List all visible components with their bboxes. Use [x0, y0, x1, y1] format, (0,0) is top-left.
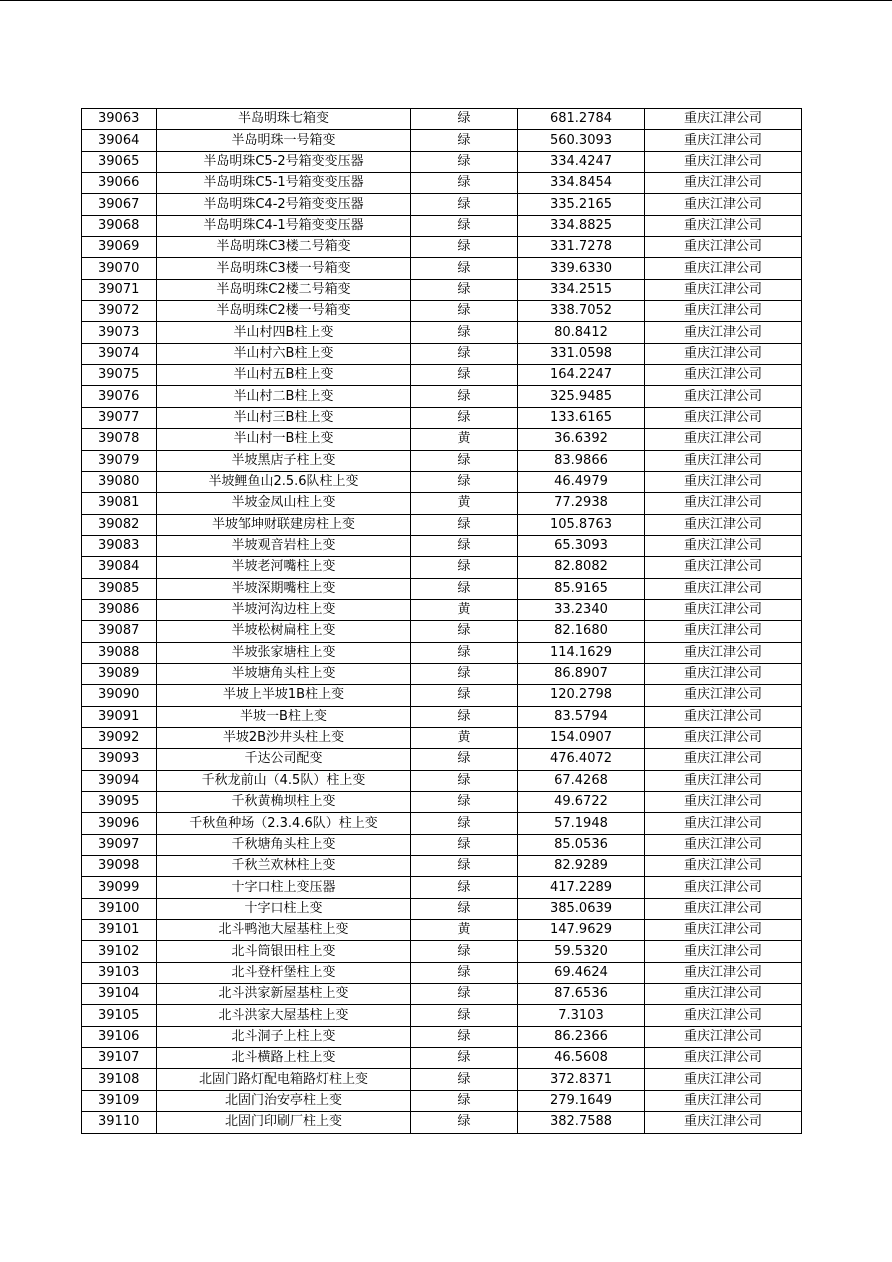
- table-row: [82, 770, 802, 791]
- cell-company: 重庆江津公司: [645, 343, 802, 364]
- cell-company: 重庆江津公司: [645, 770, 802, 791]
- cell-id: 39099: [82, 877, 157, 898]
- cell-color: 绿: [411, 642, 518, 663]
- cell-name: 半坡2B沙井头柱上变: [157, 727, 411, 748]
- table-row: [82, 386, 802, 407]
- cell-company: 重庆江津公司: [645, 258, 802, 279]
- cell-company: 重庆江津公司: [645, 279, 802, 300]
- cell-color: 绿: [411, 706, 518, 727]
- table-row: [82, 1112, 802, 1133]
- cell-name: 半岛明珠七箱变: [157, 109, 411, 130]
- cell-value: 65.3093: [518, 535, 645, 556]
- cell-id: 39092: [82, 727, 157, 748]
- cell-value: 385.0639: [518, 898, 645, 919]
- cell-color: 绿: [411, 984, 518, 1005]
- cell-company: 重庆江津公司: [645, 813, 802, 834]
- cell-id: 39079: [82, 450, 157, 471]
- cell-name: 半山村五B柱上变: [157, 365, 411, 386]
- cell-value: 154.0907: [518, 727, 645, 748]
- cell-color: 绿: [411, 1005, 518, 1026]
- cell-id: 39084: [82, 557, 157, 578]
- cell-company: 重庆江津公司: [645, 450, 802, 471]
- cell-color: 绿: [411, 770, 518, 791]
- cell-name: 半山村一B柱上变: [157, 429, 411, 450]
- cell-value: 560.3093: [518, 130, 645, 151]
- cell-name: 北固门印刷厂柱上变: [157, 1112, 411, 1133]
- cell-value: 59.5320: [518, 941, 645, 962]
- cell-name: 千秋龙前山（4.5队）柱上变: [157, 770, 411, 791]
- table-row: [82, 173, 802, 194]
- cell-name: 半坡塘角头柱上变: [157, 663, 411, 684]
- cell-name: 半坡松树扁柱上变: [157, 621, 411, 642]
- cell-id: 39110: [82, 1112, 157, 1133]
- table-row: [82, 471, 802, 492]
- table-row: [82, 727, 802, 748]
- cell-value: 334.2515: [518, 279, 645, 300]
- cell-company: 重庆江津公司: [645, 386, 802, 407]
- cell-id: 39103: [82, 962, 157, 983]
- cell-color: 绿: [411, 365, 518, 386]
- table-row: [82, 237, 802, 258]
- table-row: [82, 1048, 802, 1069]
- cell-value: 86.8907: [518, 663, 645, 684]
- cell-value: 164.2247: [518, 365, 645, 386]
- cell-value: 105.8763: [518, 514, 645, 535]
- cell-id: 39063: [82, 109, 157, 130]
- cell-value: 83.9866: [518, 450, 645, 471]
- cell-id: 39064: [82, 130, 157, 151]
- cell-company: 重庆江津公司: [645, 130, 802, 151]
- data-table: [81, 108, 802, 1134]
- table-row: [82, 130, 802, 151]
- cell-id: 39104: [82, 984, 157, 1005]
- cell-color: 绿: [411, 450, 518, 471]
- cell-id: 39086: [82, 599, 157, 620]
- cell-company: 重庆江津公司: [645, 471, 802, 492]
- table-row: [82, 215, 802, 236]
- cell-value: 85.9165: [518, 578, 645, 599]
- cell-company: 重庆江津公司: [645, 322, 802, 343]
- cell-name: 十字口柱上变压器: [157, 877, 411, 898]
- cell-company: 重庆江津公司: [645, 663, 802, 684]
- cell-name: 半坡河沟边柱上变: [157, 599, 411, 620]
- cell-id: 39093: [82, 749, 157, 770]
- cell-value: 417.2289: [518, 877, 645, 898]
- cell-id: 39080: [82, 471, 157, 492]
- cell-name: 千秋鱼种场（2.3.4.6队）柱上变: [157, 813, 411, 834]
- cell-company: 重庆江津公司: [645, 685, 802, 706]
- cell-name: 半岛明珠C2楼一号箱变: [157, 301, 411, 322]
- cell-name: 千秋兰欢林柱上变: [157, 856, 411, 877]
- table-row: [82, 599, 802, 620]
- cell-color: 黄: [411, 599, 518, 620]
- cell-value: 36.6392: [518, 429, 645, 450]
- cell-company: 重庆江津公司: [645, 557, 802, 578]
- cell-id: 39075: [82, 365, 157, 386]
- cell-value: 85.0536: [518, 834, 645, 855]
- cell-id: 39096: [82, 813, 157, 834]
- cell-value: 87.6536: [518, 984, 645, 1005]
- cell-name: 半坡观音岩柱上变: [157, 535, 411, 556]
- cell-name: 半山村六B柱上变: [157, 343, 411, 364]
- cell-value: 334.8454: [518, 173, 645, 194]
- table-row: [82, 407, 802, 428]
- cell-value: 325.9485: [518, 386, 645, 407]
- cell-company: 重庆江津公司: [645, 1069, 802, 1090]
- cell-name: 半坡上半坡1B柱上变: [157, 685, 411, 706]
- cell-value: 372.8371: [518, 1069, 645, 1090]
- table-row: [82, 301, 802, 322]
- cell-id: 39081: [82, 493, 157, 514]
- cell-value: 338.7052: [518, 301, 645, 322]
- cell-value: 331.7278: [518, 237, 645, 258]
- table-row: [82, 365, 802, 386]
- cell-value: 82.8082: [518, 557, 645, 578]
- table-row: [82, 941, 802, 962]
- cell-color: 绿: [411, 578, 518, 599]
- cell-id: 39097: [82, 834, 157, 855]
- cell-value: 33.2340: [518, 599, 645, 620]
- cell-id: 39100: [82, 898, 157, 919]
- cell-value: 67.4268: [518, 770, 645, 791]
- table-row: [82, 920, 802, 941]
- cell-id: 39107: [82, 1048, 157, 1069]
- cell-company: 重庆江津公司: [645, 1090, 802, 1111]
- cell-id: 39068: [82, 215, 157, 236]
- cell-color: 绿: [411, 1112, 518, 1133]
- cell-name: 北斗洞子上柱上变: [157, 1026, 411, 1047]
- cell-color: 黄: [411, 920, 518, 941]
- cell-name: 半坡金凤山柱上变: [157, 493, 411, 514]
- table-row: [82, 1090, 802, 1111]
- cell-value: 331.0598: [518, 343, 645, 364]
- cell-company: 重庆江津公司: [645, 215, 802, 236]
- cell-company: 重庆江津公司: [645, 365, 802, 386]
- cell-value: 57.1948: [518, 813, 645, 834]
- cell-value: 339.6330: [518, 258, 645, 279]
- cell-id: 39072: [82, 301, 157, 322]
- cell-color: 绿: [411, 877, 518, 898]
- cell-value: 279.1649: [518, 1090, 645, 1111]
- cell-id: 39098: [82, 856, 157, 877]
- cell-name: 千秋塘角头柱上变: [157, 834, 411, 855]
- cell-id: 39078: [82, 429, 157, 450]
- table-row: [82, 450, 802, 471]
- cell-id: 39095: [82, 792, 157, 813]
- cell-color: 绿: [411, 109, 518, 130]
- cell-id: 39089: [82, 663, 157, 684]
- cell-color: 绿: [411, 279, 518, 300]
- cell-company: 重庆江津公司: [645, 962, 802, 983]
- table-row: [82, 151, 802, 172]
- cell-color: 绿: [411, 663, 518, 684]
- cell-color: 绿: [411, 685, 518, 706]
- table-row: [82, 856, 802, 877]
- table-body: [82, 109, 802, 1134]
- cell-value: 120.2798: [518, 685, 645, 706]
- cell-name: 半山村四B柱上变: [157, 322, 411, 343]
- cell-value: 46.4979: [518, 471, 645, 492]
- cell-color: 绿: [411, 557, 518, 578]
- cell-company: 重庆江津公司: [645, 578, 802, 599]
- cell-value: 7.3103: [518, 1005, 645, 1026]
- cell-name: 北固门路灯配电箱路灯柱上变: [157, 1069, 411, 1090]
- cell-name: 半岛明珠C5-1号箱变变压器: [157, 173, 411, 194]
- cell-color: 绿: [411, 173, 518, 194]
- table-row: [82, 1005, 802, 1026]
- table-row: [82, 429, 802, 450]
- table-row: [82, 322, 802, 343]
- table-row: [82, 792, 802, 813]
- cell-color: 绿: [411, 386, 518, 407]
- cell-name: 半岛明珠C3楼二号箱变: [157, 237, 411, 258]
- cell-company: 重庆江津公司: [645, 727, 802, 748]
- cell-company: 重庆江津公司: [645, 706, 802, 727]
- cell-name: 北斗横路上柱上变: [157, 1048, 411, 1069]
- table-row: [82, 877, 802, 898]
- cell-company: 重庆江津公司: [645, 493, 802, 514]
- cell-company: 重庆江津公司: [645, 621, 802, 642]
- cell-company: 重庆江津公司: [645, 109, 802, 130]
- cell-id: 39066: [82, 173, 157, 194]
- cell-color: 绿: [411, 962, 518, 983]
- table-row: [82, 834, 802, 855]
- cell-color: 绿: [411, 898, 518, 919]
- cell-value: 83.5794: [518, 706, 645, 727]
- table-row: [82, 535, 802, 556]
- cell-color: 黄: [411, 727, 518, 748]
- cell-id: 39077: [82, 407, 157, 428]
- cell-value: 77.2938: [518, 493, 645, 514]
- cell-company: 重庆江津公司: [645, 984, 802, 1005]
- table-row: [82, 898, 802, 919]
- cell-company: 重庆江津公司: [645, 792, 802, 813]
- cell-name: 半岛明珠C4-1号箱变变压器: [157, 215, 411, 236]
- cell-company: 重庆江津公司: [645, 151, 802, 172]
- cell-value: 681.2784: [518, 109, 645, 130]
- cell-company: 重庆江津公司: [645, 194, 802, 215]
- cell-value: 49.6722: [518, 792, 645, 813]
- cell-company: 重庆江津公司: [645, 920, 802, 941]
- cell-id: 39091: [82, 706, 157, 727]
- cell-color: 绿: [411, 621, 518, 642]
- table-row: [82, 663, 802, 684]
- cell-company: 重庆江津公司: [645, 1026, 802, 1047]
- cell-name: 半坡鲤鱼山2.5.6队柱上变: [157, 471, 411, 492]
- cell-value: 82.1680: [518, 621, 645, 642]
- cell-company: 重庆江津公司: [645, 834, 802, 855]
- top-border-line: [0, 0, 892, 1]
- cell-company: 重庆江津公司: [645, 1048, 802, 1069]
- cell-company: 重庆江津公司: [645, 1112, 802, 1133]
- cell-value: 82.9289: [518, 856, 645, 877]
- cell-name: 半坡一B柱上变: [157, 706, 411, 727]
- table-row: [82, 642, 802, 663]
- cell-color: 绿: [411, 301, 518, 322]
- cell-color: 绿: [411, 471, 518, 492]
- cell-color: 绿: [411, 1026, 518, 1047]
- table-row: [82, 984, 802, 1005]
- table-row: [82, 1026, 802, 1047]
- cell-name: 半岛明珠C2楼二号箱变: [157, 279, 411, 300]
- table-row: [82, 343, 802, 364]
- table-row: [82, 813, 802, 834]
- cell-id: 39083: [82, 535, 157, 556]
- cell-color: 绿: [411, 194, 518, 215]
- cell-company: 重庆江津公司: [645, 599, 802, 620]
- cell-name: 半坡张家塘柱上变: [157, 642, 411, 663]
- cell-color: 绿: [411, 834, 518, 855]
- cell-color: 绿: [411, 1090, 518, 1111]
- cell-id: 39065: [82, 151, 157, 172]
- cell-color: 绿: [411, 1048, 518, 1069]
- cell-color: 绿: [411, 130, 518, 151]
- cell-name: 千达公司配变: [157, 749, 411, 770]
- cell-id: 39082: [82, 514, 157, 535]
- cell-value: 86.2366: [518, 1026, 645, 1047]
- cell-company: 重庆江津公司: [645, 301, 802, 322]
- table-row: [82, 962, 802, 983]
- cell-company: 重庆江津公司: [645, 642, 802, 663]
- cell-company: 重庆江津公司: [645, 856, 802, 877]
- cell-name: 半坡深期嘴柱上变: [157, 578, 411, 599]
- cell-company: 重庆江津公司: [645, 407, 802, 428]
- cell-color: 绿: [411, 407, 518, 428]
- cell-company: 重庆江津公司: [645, 1005, 802, 1026]
- table-row: [82, 706, 802, 727]
- cell-color: 绿: [411, 856, 518, 877]
- cell-name: 十字口柱上变: [157, 898, 411, 919]
- cell-id: 39069: [82, 237, 157, 258]
- cell-color: 绿: [411, 749, 518, 770]
- cell-id: 39108: [82, 1069, 157, 1090]
- table-row: [82, 109, 802, 130]
- cell-color: 绿: [411, 215, 518, 236]
- cell-name: 半坡邹坤财联建房柱上变: [157, 514, 411, 535]
- cell-value: 46.5608: [518, 1048, 645, 1069]
- cell-id: 39094: [82, 770, 157, 791]
- table-row: [82, 578, 802, 599]
- table-row: [82, 557, 802, 578]
- cell-id: 39074: [82, 343, 157, 364]
- table-row: [82, 621, 802, 642]
- cell-color: 黄: [411, 493, 518, 514]
- cell-id: 39106: [82, 1026, 157, 1047]
- cell-value: 69.4624: [518, 962, 645, 983]
- cell-name: 北斗筒银田柱上变: [157, 941, 411, 962]
- table-row: [82, 749, 802, 770]
- cell-id: 39071: [82, 279, 157, 300]
- cell-company: 重庆江津公司: [645, 514, 802, 535]
- cell-value: 147.9629: [518, 920, 645, 941]
- cell-id: 39088: [82, 642, 157, 663]
- cell-color: 绿: [411, 237, 518, 258]
- cell-value: 114.1629: [518, 642, 645, 663]
- cell-color: 绿: [411, 1069, 518, 1090]
- cell-name: 半岛明珠一号箱变: [157, 130, 411, 151]
- cell-value: 334.8825: [518, 215, 645, 236]
- table-row: [82, 685, 802, 706]
- cell-name: 半坡黑店子柱上变: [157, 450, 411, 471]
- cell-name: 北斗登杆堡柱上变: [157, 962, 411, 983]
- table-row: [82, 493, 802, 514]
- table-row: [82, 1069, 802, 1090]
- cell-id: 39109: [82, 1090, 157, 1111]
- cell-value: 334.4247: [518, 151, 645, 172]
- cell-id: 39090: [82, 685, 157, 706]
- cell-company: 重庆江津公司: [645, 898, 802, 919]
- table-row: [82, 279, 802, 300]
- cell-color: 绿: [411, 514, 518, 535]
- table-row: [82, 194, 802, 215]
- cell-id: 39101: [82, 920, 157, 941]
- cell-id: 39070: [82, 258, 157, 279]
- cell-value: 476.4072: [518, 749, 645, 770]
- cell-color: 绿: [411, 258, 518, 279]
- cell-id: 39067: [82, 194, 157, 215]
- cell-color: 黄: [411, 429, 518, 450]
- table-row: [82, 514, 802, 535]
- cell-id: 39073: [82, 322, 157, 343]
- cell-name: 北斗洪家新屋基柱上变: [157, 984, 411, 1005]
- table-row: [82, 258, 802, 279]
- cell-id: 39087: [82, 621, 157, 642]
- cell-name: 半岛明珠C5-2号箱变变压器: [157, 151, 411, 172]
- cell-name: 北固门治安亭柱上变: [157, 1090, 411, 1111]
- cell-name: 北斗洪家大屋基柱上变: [157, 1005, 411, 1026]
- cell-color: 绿: [411, 151, 518, 172]
- cell-id: 39105: [82, 1005, 157, 1026]
- cell-name: 半山村二B柱上变: [157, 386, 411, 407]
- cell-company: 重庆江津公司: [645, 535, 802, 556]
- cell-color: 绿: [411, 535, 518, 556]
- cell-color: 绿: [411, 792, 518, 813]
- cell-name: 半山村三B柱上变: [157, 407, 411, 428]
- cell-id: 39076: [82, 386, 157, 407]
- cell-name: 北斗鸭池大屋基柱上变: [157, 920, 411, 941]
- cell-value: 80.8412: [518, 322, 645, 343]
- cell-company: 重庆江津公司: [645, 237, 802, 258]
- cell-color: 绿: [411, 343, 518, 364]
- cell-value: 382.7588: [518, 1112, 645, 1133]
- cell-color: 绿: [411, 941, 518, 962]
- cell-name: 半坡老河嘴柱上变: [157, 557, 411, 578]
- cell-company: 重庆江津公司: [645, 429, 802, 450]
- cell-id: 39085: [82, 578, 157, 599]
- cell-name: 半岛明珠C4-2号箱变变压器: [157, 194, 411, 215]
- cell-company: 重庆江津公司: [645, 749, 802, 770]
- cell-company: 重庆江津公司: [645, 941, 802, 962]
- cell-value: 133.6165: [518, 407, 645, 428]
- cell-id: 39102: [82, 941, 157, 962]
- cell-value: 335.2165: [518, 194, 645, 215]
- cell-color: 绿: [411, 322, 518, 343]
- cell-company: 重庆江津公司: [645, 173, 802, 194]
- cell-name: 半岛明珠C3楼一号箱变: [157, 258, 411, 279]
- cell-name: 千秋黄桷坝柱上变: [157, 792, 411, 813]
- cell-company: 重庆江津公司: [645, 877, 802, 898]
- cell-color: 绿: [411, 813, 518, 834]
